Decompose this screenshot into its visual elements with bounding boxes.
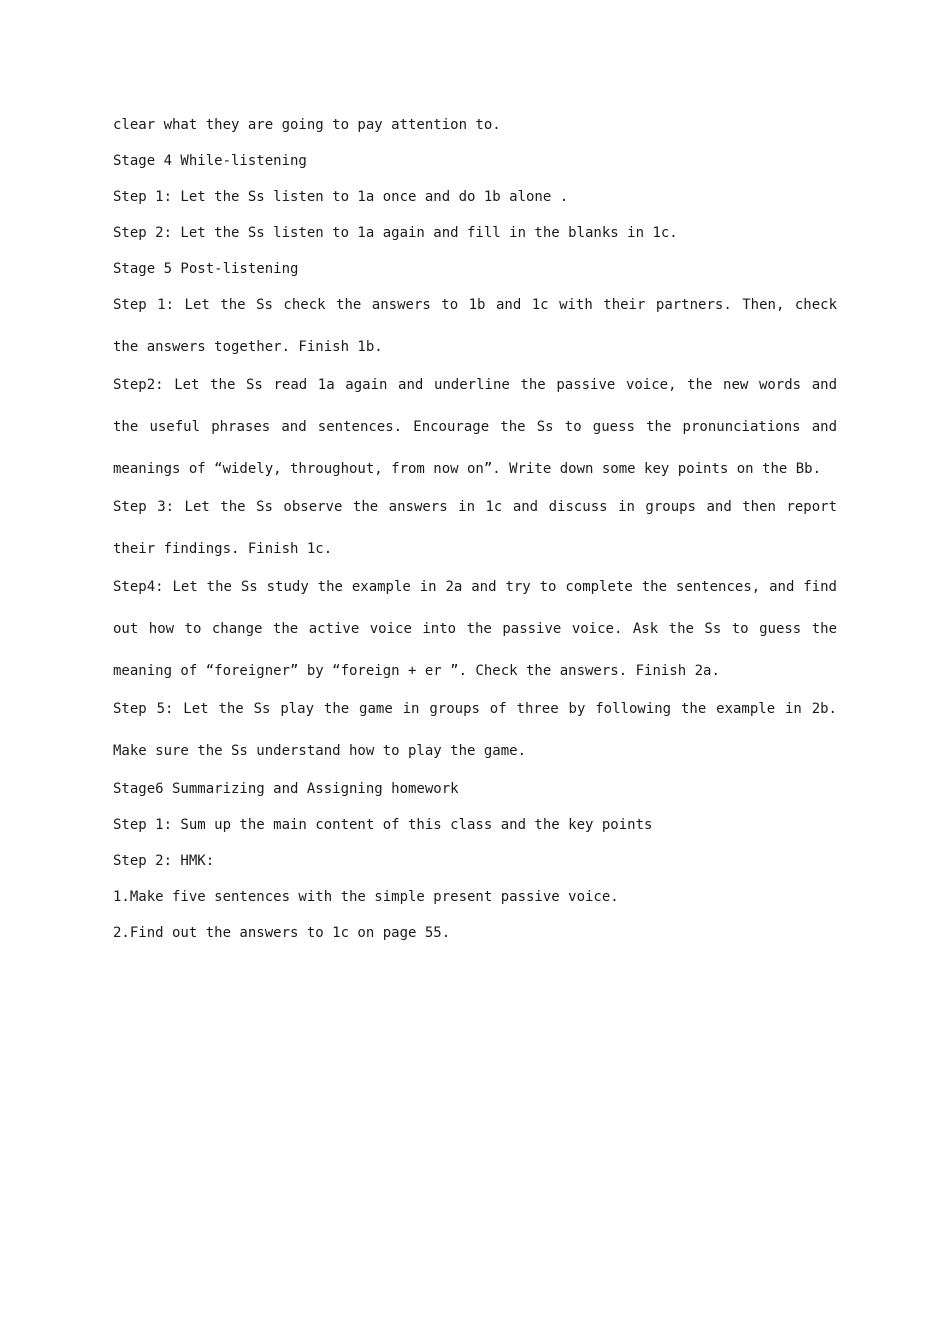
step-paragraph: Step 5: Let the Ss play the game in groups of three by following the example in 2b. Make sure the Ss understand how to play the game.: [113, 701, 837, 759]
section-heading-stage-6: Stage6 Summarizing and Assigning homework: [113, 781, 459, 797]
step-line: Step 1: Let the Ss listen to 1a once and do 1b alone .: [113, 189, 569, 205]
text-line: clear what they are going to pay attention to.: [113, 117, 501, 133]
section-heading-stage-4: Stage 4 While-listening: [113, 153, 307, 169]
step-paragraph: Step4: Let the Ss study the example in 2a and try to complete the sentences, and find out how to change the active voice into the passive voice. Ask the Ss to guess the meaning of “foreigner” by “foreign + er ”. Check the answers. Finish 2a.: [113, 579, 837, 679]
step-paragraph: Step 3: Let the Ss observe the answers in 1c and discuss in groups and then report their findings. Finish 1c.: [113, 499, 837, 557]
section-heading-stage-5: Stage 5 Post-listening: [113, 261, 299, 277]
homework-item: 2.Find out the answers to 1c on page 55.: [113, 925, 451, 941]
homework-item: 1.Make five sentences with the simple present passive voice.: [113, 889, 619, 905]
step-line: Step 1: Sum up the main content of this class and the key points: [113, 817, 653, 833]
step-line: Step 2: Let the Ss listen to 1a again and fill in the blanks in 1c.: [113, 225, 678, 241]
step-paragraph: Step2: Let the Ss read 1a again and underline the passive voice, the new words and the useful phrases and sentences. Encourage the Ss to guess the pronunciations and meanings of “widely, throughout, from now on”. Write down some key points on the Bb.: [113, 377, 837, 477]
step-line: Step 2: HMK:: [113, 853, 215, 869]
step-paragraph: Step 1: Let the Ss check the answers to 1b and 1c with their partners. Then, check the answers together. Finish 1b.: [113, 297, 837, 355]
document-page: [113, 112, 837, 956]
